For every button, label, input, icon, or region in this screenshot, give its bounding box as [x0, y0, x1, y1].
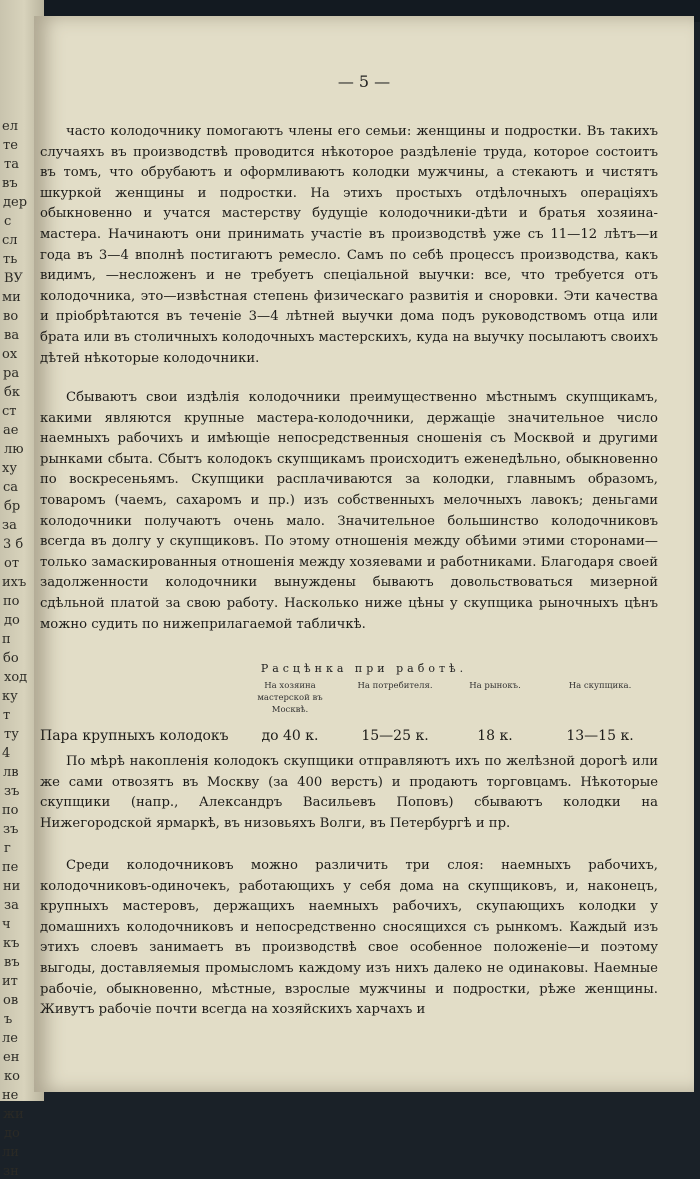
left-page-fragment: къ: [3, 936, 20, 951]
rate-header-consumer: На потребителя.: [357, 681, 433, 691]
left-page-fragment: ми: [2, 290, 21, 305]
rate-value-master: до 40 к.: [261, 728, 319, 744]
rate-header-master: На хозяина мастерской въ Москвѣ.: [257, 681, 323, 715]
left-page-fragment: п: [2, 632, 11, 647]
left-page-fragment: т: [3, 708, 11, 723]
left-page-fragment: ъ: [4, 1012, 13, 1027]
left-page-fragment: ов: [3, 993, 19, 1008]
left-page-fragment: ту: [4, 727, 19, 742]
rate-header-market: На рынокъ.: [469, 681, 521, 691]
left-page-fragment: бо: [3, 651, 19, 666]
left-page-fragment: ть: [3, 252, 18, 267]
left-page-fragment: ВУ: [4, 271, 23, 286]
left-page-fragment: по: [2, 803, 19, 818]
left-page-fragment: ра: [3, 366, 20, 381]
rate-table-title: Расцѣнка при работѣ.: [260, 662, 468, 675]
left-page-fragment: ел: [2, 119, 18, 134]
left-page-fragment: ку: [2, 689, 18, 704]
book-page: [34, 16, 694, 1092]
left-page-fragment: до: [4, 613, 20, 628]
left-page-fragment: та: [4, 157, 19, 172]
left-page-fragment: ли: [2, 1145, 19, 1160]
left-page-fragment: бр: [4, 499, 21, 514]
left-page-fragment: сл: [2, 233, 18, 248]
paragraph-2: Сбываютъ свои издѣлія колодочники преимущественно мѣстнымъ скупщикамъ, какими являются крупные мастера-колодочники, держащіе значительное число наемныхъ рабочихъ и имѣющіе непосредственныя сношенія съ Москвой и другими рынками сбыта. Сбытъ колодокъ скупщикамъ происходитъ еженедѣльно, обыкновенно по воскресеньямъ. Скупщики расплачиваются за колодки, главнымъ образомъ, товаромъ (чаемъ, сахаромъ и пр.) изъ собственныхъ мелочныхъ лавокъ; деньгами колодочники получаютъ очень мало. Значительное большинство колодочниковъ всегда въ долгу у скупщиковъ. По этому отношенія между обѣими этими сторонами—только замаскированныя отношенія между хозяевами и работниками. Благодаря своей задолженности колодочники вынуждены бываютъ довольствоваться мизерной сдѣльной платой за свою работу. Насколько ниже цѣны у скупщика рыночныхъ цѣнъ можно судить по нижеприлагаемой табличкѣ.: [40, 390, 658, 632]
left-page-fragment: с: [4, 214, 12, 229]
left-page-fragment: ст: [2, 404, 17, 419]
left-page-fragment: ч: [2, 917, 11, 932]
left-page-fragment: въ: [4, 955, 20, 970]
paragraph-3: По мѣрѣ накопленія колодокъ скупщики отправляютъ ихъ по желѣзной дорогѣ или же сами отвозятъ въ Москву (за 400 верстъ) и продаютъ торговцамъ. Нѣкоторые скупщики (напр., Александръ Васильевъ Поповъ) сбываютъ колодки на Нижегородской ярмаркѣ, въ низовьяхъ Волги, въ Петербургѣ и пр.: [40, 754, 658, 831]
left-page-fragment: ху: [2, 461, 17, 476]
left-page-fragment: жи: [3, 1107, 24, 1122]
left-page-fragment: за: [4, 898, 19, 913]
left-page-fragment: пе: [2, 860, 19, 875]
left-page-fragment: лю: [4, 442, 24, 457]
left-page-fragment: ни: [3, 879, 21, 894]
left-page-fragment: ох: [2, 347, 18, 362]
page-number: — 5 —: [337, 72, 391, 91]
left-page-fragment: ход: [4, 670, 28, 685]
left-page-fragment: 4: [2, 746, 11, 761]
left-page-fragment: въ: [2, 176, 18, 191]
left-page-fragment: за: [2, 518, 17, 533]
left-page-fragment: во: [3, 309, 19, 324]
left-page-fragment: по: [3, 594, 20, 609]
left-page-fragment: ае: [3, 423, 19, 438]
left-page-fragment: те: [3, 138, 18, 153]
rate-row-label: Пара крупныхъ колодокъ: [40, 728, 229, 744]
rate-header-buyer: На скупщика.: [568, 681, 632, 691]
left-page-fragment: зъ: [3, 822, 19, 837]
rate-value-buyer: 13—15 к.: [566, 728, 634, 744]
left-page-fragment: лв: [3, 765, 19, 780]
left-page-fragment: 3 б: [3, 537, 24, 552]
left-page-fragment: ле: [2, 1031, 18, 1046]
left-page-fragment: зн: [3, 1164, 19, 1179]
left-page-fragment: от: [4, 556, 20, 571]
left-page-fragment: ихъ: [2, 575, 27, 590]
rate-value-market: 18 к.: [477, 728, 513, 744]
paragraph-4: Среди колодочниковъ можно различить три слоя: наемныхъ рабочихъ, колодочниковъ-одиночекъ, работающихъ у себя дома на скупщиковъ, и, наконецъ, крупныхъ мастеровъ, держащихъ наемныхъ рабочихъ, скупающихъ колодки у домашнихъ колодочниковъ и непосредственно сносящихся съ рынкомъ. Каждый изъ этихъ слоевъ занимаетъ въ производствѣ свое особенное положеніе—и поэтому выгоды, доставляемыя промысломъ каждому изъ нихъ далеко не одинаковы. Наемные рабочіе, обыкновенно, мѣстные, взрослые мужчины и подростки, рѣже женщины. Живутъ рабочіе почти всегда на хозяйскихъ харчахъ и: [40, 858, 658, 1018]
left-page-fragment: не: [2, 1088, 19, 1103]
left-page-fragment: ва: [4, 328, 20, 343]
left-page-fragment: ит: [2, 974, 18, 989]
left-page-fragment: зъ: [4, 784, 20, 799]
left-page-fragment: до: [4, 1126, 20, 1141]
left-page-fragment: дер: [3, 195, 28, 210]
left-page-fragment: бк: [4, 385, 20, 400]
rate-value-consumer: 15—25 к.: [361, 728, 429, 744]
left-page-fragment: г: [4, 841, 11, 856]
left-page-fragment: са: [3, 480, 19, 495]
left-page-fragment: ен: [3, 1050, 20, 1065]
left-page-fragment: ко: [4, 1069, 20, 1084]
paragraph-1: часто колодочнику помогаютъ члены его семьи: женщины и подростки. Въ такихъ случаяхъ въ производствѣ проводится нѣкоторое раздѣленіе труда, которое состоитъ въ томъ, что обрубаютъ и оформливаютъ колодки мужчины, а стекаютъ и чистятъ шкуркой женщины и подростки. На этихъ простыхъ отдѣлочныхъ операціяхъ обыкновенно и учатся мастерству будущіе колодочники-дѣти и братья хозяина-мастера. Начинаютъ они принимать участіе въ производствѣ уже съ 11—12 лѣтъ—и года въ 3—4 вполнѣ постигаютъ ремесло. Самъ по себѣ процессъ производства, какъ видимъ, —несложенъ и не требуетъ спеціальной выучки: все, что требуется отъ колодочника, это—извѣстная степень физическаго развитія и сноровки. Эти качества и пріобрѣтаются въ теченіе 3—4 лѣтней выучки дома подъ руководствомъ отца или брата или въ столичныхъ колодочныхъ мастерскихъ, куда на выучку посылаютъ своихъ дѣтей нѣкоторые колодочники.: [40, 124, 658, 366]
